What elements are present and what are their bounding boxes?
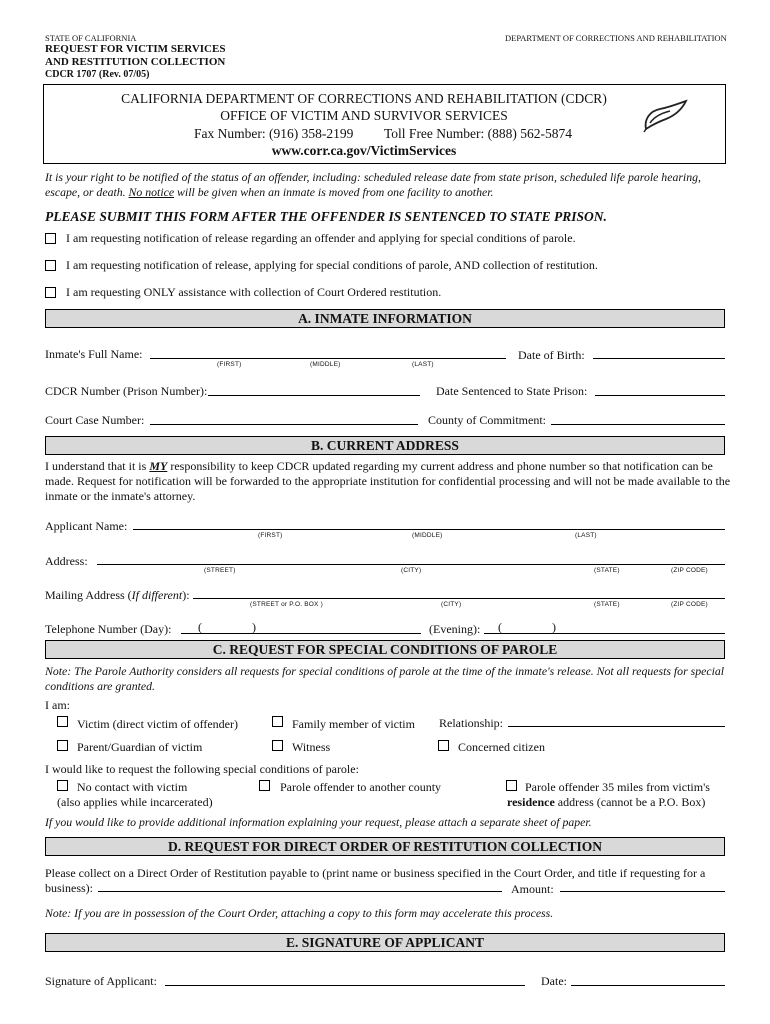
city-sublabel: (CITY) xyxy=(441,601,462,608)
option-checkbox-3[interactable] xyxy=(45,287,56,298)
mailing-address-label: Mailing Address (If different): xyxy=(45,588,190,602)
relationship-field[interactable] xyxy=(508,726,725,727)
first-sublabel: (FIRST) xyxy=(217,361,242,368)
witness-label: Witness xyxy=(292,740,331,754)
miles-checkbox[interactable] xyxy=(506,780,517,791)
form-title-line1: REQUEST FOR VICTIM SERVICES xyxy=(45,43,226,55)
request-conditions-label: I would like to request the following special conditions of parole: xyxy=(45,762,359,776)
agency-box xyxy=(43,84,726,164)
family-label: Family member of victim xyxy=(292,717,415,731)
last-sublabel: (LAST) xyxy=(412,361,434,368)
mailing-address-field[interactable] xyxy=(193,598,725,599)
applicant-name-label: Applicant Name: xyxy=(45,519,128,533)
inmate-name-label: Inmate's Full Name: xyxy=(45,347,143,361)
dob-label: Date of Birth: xyxy=(518,348,585,362)
county-label: County of Commitment: xyxy=(428,413,547,427)
submit-notice: PLEASE SUBMIT THIS FORM AFTER THE OFFENDER IS SENTENCED TO STATE PRISON. xyxy=(45,209,607,224)
street-po-sublabel: (STREET or P.O. BOX ) xyxy=(250,601,323,608)
restitution-instructions: Please collect on a Direct Order of Restitution payable to (print name or business specified in the Court Order, and title if requesting for a xyxy=(45,866,706,880)
no-contact-label: No contact with victim xyxy=(77,780,188,794)
residence-label: residence address (cannot be a P.O. Box) xyxy=(507,795,706,809)
additional-info-note: If you would like to provide additional information explaining your request, please attach a separate sheet of paper. xyxy=(45,815,592,829)
rights-statement: It is your right to be notified of the status of an offender, including: scheduled release date from state prison, scheduled life parole hearing, escape, or death. No notice will be given when an inmate is moved from one facility to another. xyxy=(45,170,701,199)
option-checkbox-2[interactable] xyxy=(45,260,56,271)
court-case-field[interactable] xyxy=(150,424,418,425)
option-label-2: I am requesting notification of release, applying for special conditions of parole, AND collection of restitution. xyxy=(66,258,598,272)
miles-label: Parole offender 35 miles from victim's xyxy=(525,780,710,794)
no-contact-checkbox[interactable] xyxy=(57,780,68,791)
cdcr-number-label: CDCR Number (Prison Number): xyxy=(45,384,208,398)
agency-name: CALIFORNIA DEPARTMENT OF CORRECTIONS AND REHABILITATION (CDCR) xyxy=(121,91,607,106)
state-sublabel: (STATE) xyxy=(594,601,620,608)
section-e-header: E. SIGNATURE OF APPLICANT xyxy=(45,933,725,952)
date-label: Date: xyxy=(541,974,567,988)
section-a-header: A. INMATE INFORMATION xyxy=(45,309,725,328)
phone-day-paren-close: ) xyxy=(252,620,256,634)
business-field[interactable] xyxy=(98,891,502,892)
inmate-name-field[interactable] xyxy=(150,358,506,359)
signature-label: Signature of Applicant: xyxy=(45,974,157,988)
phone-evening-paren-close: ) xyxy=(552,620,556,634)
parent-checkbox[interactable] xyxy=(57,740,68,751)
phone-day-field[interactable] xyxy=(181,633,421,634)
form-number: CDCR 1707 (Rev. 07/05) xyxy=(45,69,150,80)
parole-note: Note: The Parole Authority considers all requests for special conditions of parole at the time of the inmate's release. Not all requests for special conditions are granted. xyxy=(45,664,725,693)
court-order-note: Note: If you are in possession of the Court Order, attaching a copy to this form may accelerate this process. xyxy=(45,906,554,920)
toll-free-number: Toll Free Number: (888) 562-5874 xyxy=(384,126,573,141)
state-sublabel: (STATE) xyxy=(594,567,620,574)
phone-evening-paren-open: ( xyxy=(498,620,502,634)
i-am-label: I am: xyxy=(45,698,70,712)
witness-checkbox[interactable] xyxy=(272,740,283,751)
business-label: business): xyxy=(45,881,93,895)
street-sublabel: (STREET) xyxy=(204,567,236,574)
address-responsibility-text: I understand that it is MY responsibility to keep CDCR updated regarding my current address and phone number so that notification can be made. Request for notification will be forwarded to the appropriate institution for confidential processing and will not be made available to the inmate or the inmate's attorney. xyxy=(45,459,731,503)
date-sentenced-field[interactable] xyxy=(595,395,725,396)
option-label-1: I am requesting notification of release regarding an offender and applying for special conditions of parole. xyxy=(66,231,576,245)
another-county-label: Parole offender to another county xyxy=(280,780,442,794)
form-title-line2: AND RESTITUTION COLLECTION xyxy=(45,56,226,68)
middle-sublabel: (MIDDLE) xyxy=(412,532,443,539)
citizen-label: Concerned citizen xyxy=(458,740,545,754)
phone-day-label: Telephone Number (Day): xyxy=(45,622,172,636)
middle-sublabel: (MIDDLE) xyxy=(310,361,341,368)
last-sublabel: (LAST) xyxy=(575,532,597,539)
court-case-label: Court Case Number: xyxy=(45,413,145,427)
website-url[interactable]: www.corr.ca.gov/VictimServices xyxy=(271,143,457,158)
victim-label: Victim (direct victim of offender) xyxy=(77,717,238,731)
no-contact-sublabel: (also applies while incarcerated) xyxy=(57,795,213,809)
phone-day-paren-open: ( xyxy=(198,620,202,634)
ribbon-logo-icon xyxy=(640,99,690,133)
address-label: Address: xyxy=(45,554,88,568)
option-checkbox-1[interactable] xyxy=(45,233,56,244)
section-b-header: B. CURRENT ADDRESS xyxy=(45,436,725,455)
cdcr-number-field[interactable] xyxy=(208,395,420,396)
fax-number: Fax Number: (916) 358-2199 xyxy=(194,126,354,141)
relationship-label: Relationship: xyxy=(439,716,503,730)
section-d-header: D. REQUEST FOR DIRECT ORDER OF RESTITUTION COLLECTION xyxy=(45,837,725,856)
amount-label: Amount: xyxy=(511,882,554,896)
another-county-checkbox[interactable] xyxy=(259,780,270,791)
applicant-name-field[interactable] xyxy=(133,529,725,530)
section-c-header: C. REQUEST FOR SPECIAL CONDITIONS OF PAROLE xyxy=(45,640,725,659)
parent-label: Parent/Guardian of victim xyxy=(77,740,203,754)
county-field[interactable] xyxy=(551,424,725,425)
phone-evening-field[interactable] xyxy=(484,633,725,634)
department-label: DEPARTMENT OF CORRECTIONS AND REHABILITATION xyxy=(505,33,727,43)
date-field[interactable] xyxy=(571,985,725,986)
family-checkbox[interactable] xyxy=(272,716,283,727)
dob-field[interactable] xyxy=(593,358,725,359)
victim-checkbox[interactable] xyxy=(57,716,68,727)
citizen-checkbox[interactable] xyxy=(438,740,449,751)
zip-sublabel: (ZIP CODE) xyxy=(671,567,708,574)
date-sentenced-label: Date Sentenced to State Prison: xyxy=(436,384,588,398)
option-label-3: I am requesting ONLY assistance with collection of Court Ordered restitution. xyxy=(66,285,442,299)
office-name: OFFICE OF VICTIM AND SURVIVOR SERVICES xyxy=(220,108,508,123)
address-field[interactable] xyxy=(97,564,725,565)
amount-field[interactable] xyxy=(560,891,725,892)
phone-evening-label: (Evening): xyxy=(429,622,481,636)
city-sublabel: (CITY) xyxy=(401,567,422,574)
zip-sublabel: (ZIP CODE) xyxy=(671,601,708,608)
signature-field[interactable] xyxy=(165,985,525,986)
first-sublabel: (FIRST) xyxy=(258,532,283,539)
state-label: STATE OF CALIFORNIA xyxy=(45,33,137,43)
